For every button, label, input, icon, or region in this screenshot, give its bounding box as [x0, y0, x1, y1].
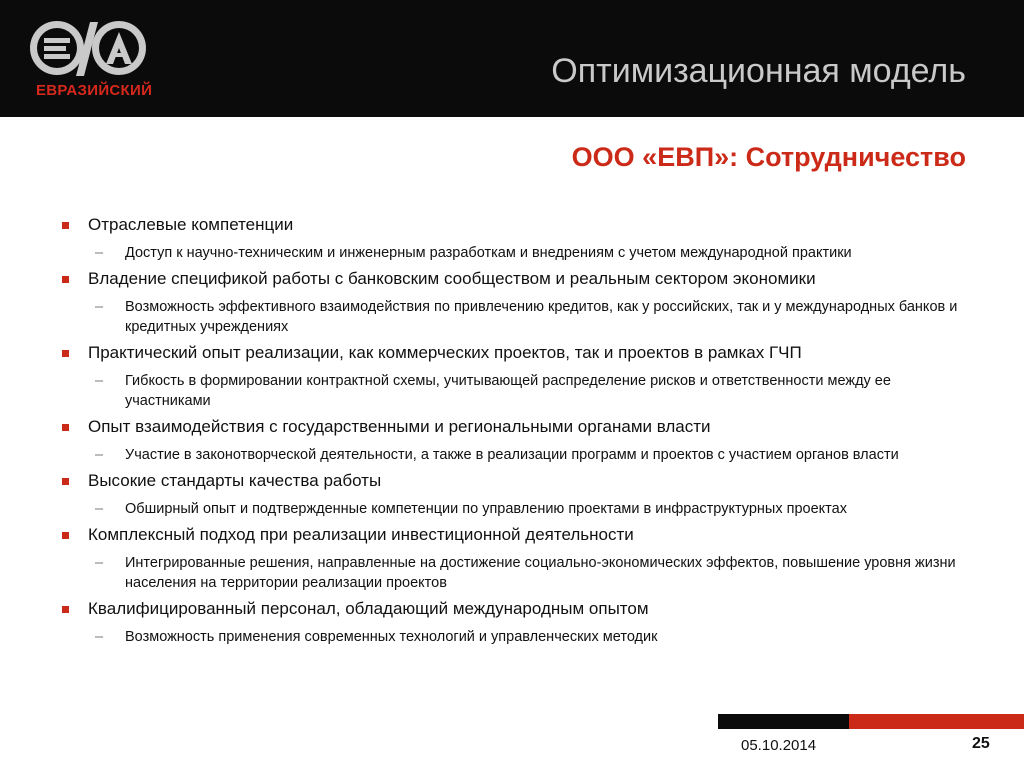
sub-point [62, 371, 962, 411]
dash-icon: – [95, 629, 104, 645]
sub-point [62, 553, 962, 593]
dash-icon: – [95, 245, 104, 261]
bullet-point [62, 214, 962, 236]
bullet-list [62, 214, 962, 652]
slide-subtitle: ООО «ЕВП»: Сотрудничество [571, 142, 966, 172]
sub-text: Возможность применения современных технологий и управленческих методик [125, 629, 658, 645]
header-bar [0, 0, 1024, 117]
square-bullet-icon [62, 478, 69, 485]
bullet-text: Владение спецификой работы с банковским сообществом и реальным сектором экономики [88, 269, 816, 288]
bullet-text: Практический опыт реализации, как коммерческих проектов, так и проектов в рамках ГЧП [88, 343, 802, 362]
square-bullet-icon [62, 276, 69, 283]
bullet-point [62, 342, 962, 364]
dash-icon: – [95, 447, 104, 463]
dash-icon: – [95, 299, 104, 315]
footer-date: 05.10.2014 [741, 737, 817, 754]
sub-text: Участие в законотворческой деятельности, а также в реализации программ и проектов с участием органов власти [125, 447, 899, 463]
bullet-text: Отраслевые компетенции [88, 215, 294, 234]
bullet-text: Опыт взаимодействия с государственными и региональными органами власти [88, 417, 711, 436]
list-item [62, 524, 962, 593]
sub-text: Гибкость в формировании контрактной схемы, учитывающей распределение рисков и ответственности между ее участниками [125, 373, 891, 409]
logo-wordmark: ЕВРАЗИЙСКИЙ [36, 82, 153, 99]
sub-text: Интегрированные решения, направленные на достижение социально-экономических эффектов, повышение уровня жизни населения на территории реализации проектов [125, 555, 956, 591]
dash-icon: – [95, 501, 104, 517]
sub-text: Обширный опыт и подтвержденные компетенции по управлению проектами в инфраструктурных проектах [125, 501, 847, 517]
page-title: Оптимизационная модель [551, 52, 966, 90]
list-item [62, 268, 962, 337]
footer-bar-accent [849, 714, 1024, 729]
bullet-point [62, 416, 962, 438]
sub-point [62, 243, 962, 263]
square-bullet-icon [62, 424, 69, 431]
bullet-point [62, 268, 962, 290]
dash-icon: – [95, 373, 104, 389]
sub-text: Доступ к научно-техническим и инженерным разработкам и внедрениям с учетом международной практики [125, 245, 852, 261]
square-bullet-icon [62, 532, 69, 539]
list-item [62, 470, 962, 519]
square-bullet-icon [62, 606, 69, 613]
bullet-point [62, 524, 962, 546]
sub-point [62, 499, 962, 519]
company-logo [28, 18, 168, 104]
sub-point [62, 627, 962, 647]
list-item [62, 342, 962, 411]
bullet-text: Квалифицированный персонал, обладающий международным опытом [88, 599, 649, 618]
square-bullet-icon [62, 350, 69, 357]
list-item [62, 214, 962, 263]
sub-text: Возможность эффективного взаимодействия по привлечению кредитов, как у российских, так и у международных банков и кредитных учреждениях [125, 299, 958, 335]
footer-bar-dark [718, 714, 849, 729]
dash-icon: – [95, 555, 104, 571]
bullet-point [62, 598, 962, 620]
list-item [62, 416, 962, 465]
bullet-text: Комплексный подход при реализации инвестиционной деятельности [88, 525, 634, 544]
bullet-text: Высокие стандарты качества работы [88, 471, 382, 490]
square-bullet-icon [62, 222, 69, 229]
ea-logo-icon [28, 18, 148, 80]
page-number: 25 [972, 735, 990, 752]
sub-point [62, 445, 962, 465]
sub-point [62, 297, 962, 337]
bullet-point [62, 470, 962, 492]
list-item [62, 598, 962, 647]
